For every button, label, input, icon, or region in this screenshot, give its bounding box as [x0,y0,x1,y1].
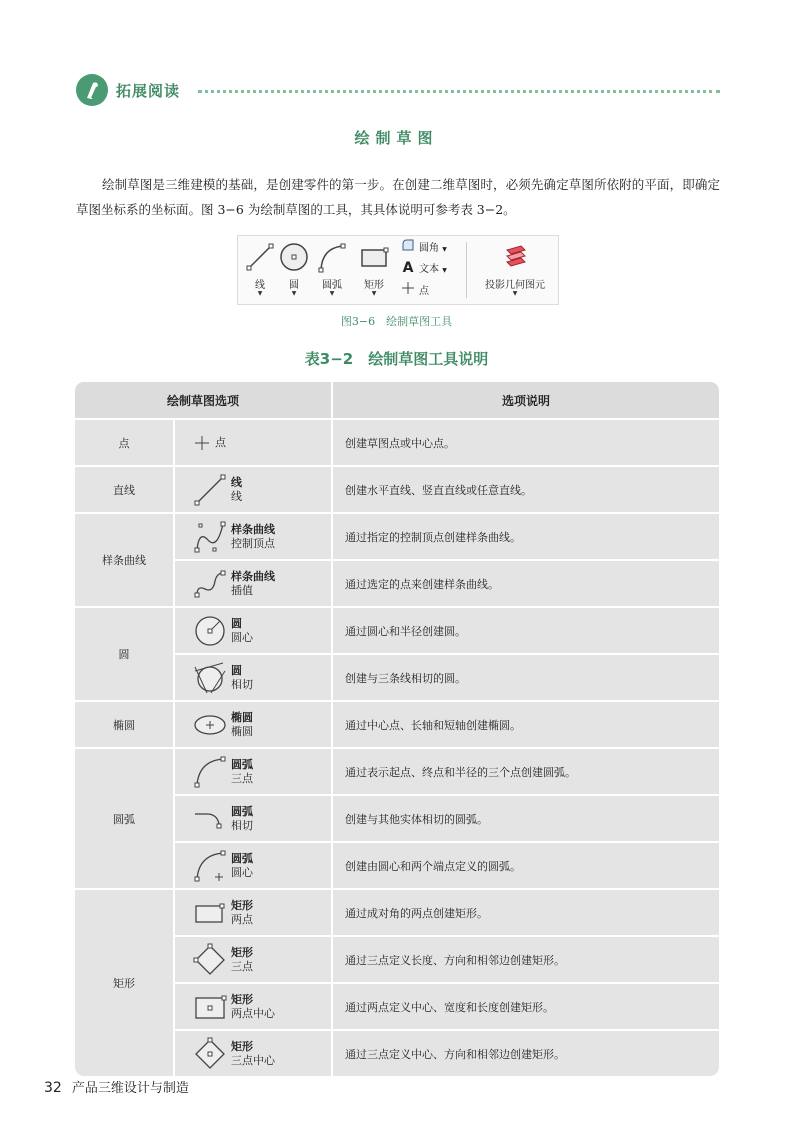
toolbar-arc-label: 圆弧 [322,280,342,291]
tool-label: 圆弧 [231,757,253,771]
tool-label: 点 [215,435,226,449]
category-cell: 直线 [75,467,175,514]
description-cell: 创建草图点或中心点。 [333,420,719,467]
body-paragraph: 绘制草图是三维建模的基础，是创建零件的第一步。在创建二维草图时，必须先确定草图所依附的平面，即确定草图坐标系的坐标面。图 3−6 为绘制草图的工具，其具体说明可参考表 3−2。 [76,177,720,217]
description-cell: 通过表示起点、终点和半径的三个点创建圆弧。 [333,749,719,796]
category-cell: 样条曲线 [75,514,175,608]
tool-label: 矩形 [231,945,253,959]
point-icon [193,434,211,452]
page-number: 32 [44,1080,62,1096]
description-cell: 通过两点定义中心、宽度和长度创建矩形。 [333,984,719,1031]
description-cell: 通过成对角的两点创建矩形。 [333,890,719,937]
tool-sublabel: 圆心 [231,865,253,879]
header-title: 拓展阅读 [116,82,181,100]
dropdown-arrow-icon: ▼ [329,290,335,297]
tool-label: 矩形 [231,1039,253,1053]
icon-cell [175,843,333,890]
toolbar-text-button [401,260,447,276]
book-title: 产品三维设计与制造 [71,1081,189,1096]
rect-two-point-icon [193,896,227,930]
toolbar-text-label: 文本 [419,264,439,275]
table-row [75,749,719,796]
tool-sublabel: 三点 [231,771,253,785]
tool-label: 圆弧 [231,804,253,818]
icon-cell [175,608,333,655]
tool-label: 圆弧 [231,851,253,865]
category-cell: 矩形 [75,890,175,1076]
toolbar-project-label: 投影几何图元 [485,280,545,291]
tool-label: 线 [231,475,242,489]
table-row [75,608,719,655]
table-title: 表3−2 绘制草图工具说明 [304,350,489,368]
icon-cell [175,937,333,984]
circle-icon [278,240,310,274]
toolbar-line-label: 线 [255,280,265,291]
tool-label: 圆 [231,616,242,630]
arc-center-icon [193,849,227,883]
table-row [75,890,719,937]
rect-three-point-center-icon [193,1037,227,1071]
description-cell: 创建由圆心和两个端点定义的圆弧。 [333,843,719,890]
line-icon [244,240,276,274]
description-cell: 创建与其他实体相切的圆弧。 [333,796,719,843]
icon-cell [175,890,333,937]
point-crosshair-icon [401,282,415,300]
description-cell: 创建与三条线相切的圆。 [333,655,719,702]
tool-label: 椭圆 [231,710,253,724]
leaf-logo-icon [76,74,108,106]
description-cell: 通过中心点、长轴和短轴创建椭圆。 [333,702,719,749]
tool-sublabel: 椭圆 [231,724,253,738]
icon-cell [175,749,333,796]
icon-cell [175,984,333,1031]
tool-sublabel: 线 [231,489,242,503]
tool-label: 样条曲线 [231,522,275,536]
dropdown-arrow-icon: ▼ [442,267,447,274]
tool-sublabel: 相切 [231,818,253,832]
sketch-tools-table [75,382,719,1076]
table-header-row [75,382,719,420]
figure-caption: 图3−6 绘制草图工具 [340,315,453,328]
ellipse-icon [193,708,227,742]
toolbar-fillet-label: 圆角 [419,243,439,254]
icon-cell [175,561,333,608]
tool-sublabel: 相切 [231,677,253,691]
line-icon [193,473,227,507]
tool-label: 圆 [231,663,242,677]
toolbar-project-button [476,240,554,300]
table-row [75,514,719,561]
project-geometry-icon [499,240,531,274]
toolbar-rectangle-button [358,240,390,300]
tool-sublabel: 两点 [231,912,253,926]
icon-cell [175,467,333,514]
icon-cell [175,420,333,467]
tool-sublabel: 插值 [231,583,253,597]
description-cell: 通过选定的点来创建样条曲线。 [333,561,719,608]
rect-three-point-icon [193,943,227,977]
toolbar-point-label: 点 [419,286,429,297]
section-title: 绘制草图 [354,129,439,147]
tool-label: 矩形 [231,992,253,1006]
tool-label: 矩形 [231,898,253,912]
icon-cell [175,1031,333,1076]
header-description: 选项说明 [333,382,719,420]
toolbar-separator [466,242,467,298]
tool-label: 样条曲线 [231,569,275,583]
description-cell: 创建水平直线、竖直直线或任意直线。 [333,467,719,514]
icon-cell [175,655,333,702]
tool-sublabel: 控制顶点 [231,536,275,550]
description-cell: 通过指定的控制顶点创建样条曲线。 [333,514,719,561]
dropdown-arrow-icon: ▼ [291,290,297,297]
dropdown-arrow-icon: ▼ [257,290,263,297]
toolbar-arc-button [316,240,348,300]
description-cell: 通过圆心和半径创建圆。 [333,608,719,655]
toolbar-point-button [401,282,429,298]
category-cell: 椭圆 [75,702,175,749]
description-cell: 通过三点定义中心、方向和相邻边创建矩形。 [345,1047,565,1061]
circle-center-icon [193,614,227,648]
circle-tangent-icon [193,661,227,695]
toolbar-circle-label: 圆 [289,280,299,291]
table-row [75,702,719,749]
icon-cell [175,702,333,749]
page-footer [44,1077,189,1096]
header-option: 绘制草图选项 [75,382,333,420]
table-row [75,420,719,467]
spline-interp-icon [193,567,227,601]
icon-cell [175,796,333,843]
tool-sublabel: 三点中心 [231,1053,275,1067]
tool-sublabel: 三点 [231,959,253,973]
category-cell: 圆 [75,608,175,702]
category-cell: 圆弧 [75,749,175,890]
tool-sublabel: 圆心 [231,630,253,644]
toolbar-rectangle-label: 矩形 [364,280,384,291]
arc-tangent-icon [193,802,227,836]
toolbar-circle-button [278,240,310,300]
description-cell: 通过三点定义长度、方向和相邻边创建矩形。 [333,937,719,984]
dropdown-arrow-icon: ▼ [512,290,518,297]
arc-three-point-icon [193,755,227,789]
reading-header [76,74,720,108]
dotted-divider [198,90,720,93]
tool-sublabel: 两点中心 [231,1006,275,1020]
dropdown-arrow-icon: ▼ [442,246,447,253]
category-cell: 点 [75,420,175,467]
dropdown-arrow-icon: ▼ [371,290,377,297]
spline-cv-icon [193,520,227,554]
rect-two-point-center-icon [193,990,227,1024]
table-row [75,467,719,514]
arc-icon [316,240,348,274]
toolbar-line-button [244,240,276,300]
toolbar-fillet-button [401,239,447,255]
rectangle-icon [358,240,390,274]
text-a-icon: A [402,260,414,276]
fillet-icon [401,239,415,257]
icon-cell [175,514,333,561]
sketch-toolbar-figure [237,235,559,305]
